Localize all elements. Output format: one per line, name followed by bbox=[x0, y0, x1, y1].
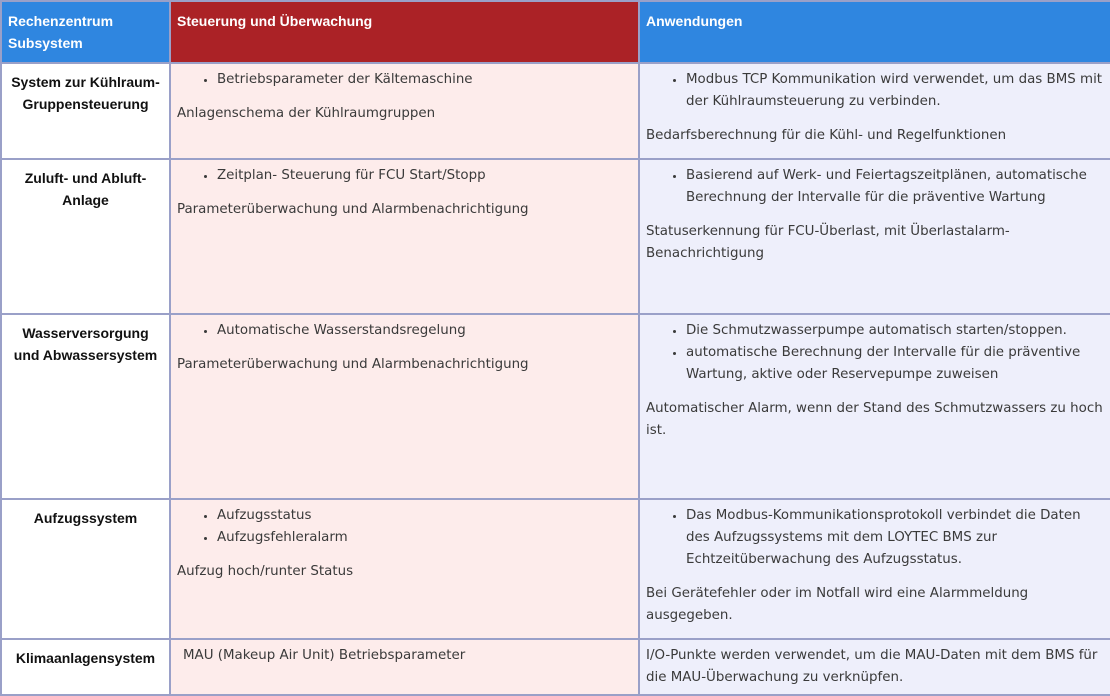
header-subsystem: Rechenzentrum Subsystem bbox=[1, 1, 170, 63]
table-row bbox=[1, 159, 1110, 314]
subsystem-name: Klimaanlagensystem bbox=[1, 639, 170, 695]
application-bullet: • Die Schmutzwasserpumpe automatisch starten/stoppen. bbox=[686, 320, 1104, 342]
application-text: I/O-Punkte werden verwendet, um die MAU-Daten mit dem BMS für die MAU-Überwachung zu verknüpfen. bbox=[646, 648, 1098, 685]
header-applications: Anwendungen bbox=[639, 1, 1110, 63]
control-text: Parameterüberwachung und Alarmbenachrichtigung bbox=[177, 357, 529, 372]
table-row bbox=[1, 499, 1110, 639]
control-text: MAU (Makeup Air Unit) Betriebsparameter bbox=[183, 648, 466, 663]
header-control: Steuerung und Überwachung bbox=[170, 1, 639, 63]
control-cell bbox=[170, 63, 639, 159]
application-text: Automatischer Alarm, wenn der Stand des Schmutzwassers zu hoch ist. bbox=[646, 401, 1103, 438]
control-cell bbox=[170, 314, 639, 499]
application-cell bbox=[639, 63, 1110, 159]
control-text: Anlagenschema der Kühlraumgruppen bbox=[177, 106, 436, 121]
control-cell bbox=[170, 499, 639, 639]
control-text: Aufzug hoch/runter Status bbox=[177, 564, 354, 579]
application-text: Statuserkennung für FCU-Überlast, mit Überlastalarm-Benachrichtigung bbox=[646, 224, 1010, 261]
header-row bbox=[1, 1, 1110, 63]
control-cell bbox=[170, 639, 639, 695]
control-bullet: • Zeitplan- Steuerung für FCU Start/Stopp bbox=[217, 165, 632, 187]
table-row bbox=[1, 63, 1110, 159]
control-text: Parameterüberwachung und Alarmbenachrichtigung bbox=[177, 202, 529, 217]
application-cell bbox=[639, 639, 1110, 695]
application-cell bbox=[639, 499, 1110, 639]
application-cell bbox=[639, 159, 1110, 314]
subsystem-name: Wasserversorgung und Abwassersystem bbox=[1, 314, 170, 499]
subsystem-name: Zuluft- und Abluft-Anlage bbox=[1, 159, 170, 314]
control-bullet: • Aufzugsstatus bbox=[217, 505, 632, 527]
subsystem-name: Aufzugssystem bbox=[1, 499, 170, 639]
application-cell bbox=[639, 314, 1110, 499]
application-bullet: • Basierend auf Werk- und Feiertagszeitplänen, automatische Berechnung der Intervalle für die präventive Wartung bbox=[686, 165, 1104, 209]
application-bullet: • automatische Berechnung der Intervalle für die präventive Wartung, aktive oder Reservepumpe zuweisen bbox=[686, 342, 1104, 386]
application-text: Bei Gerätefehler oder im Notfall wird eine Alarmmeldung ausgegeben. bbox=[646, 586, 1029, 623]
control-bullet: • Betriebsparameter der Kältemaschine bbox=[217, 69, 632, 91]
subsystem-name: System zur Kühlraum-Gruppensteuerung bbox=[1, 63, 170, 159]
table-row bbox=[1, 314, 1110, 499]
application-bullet: • Das Modbus-Kommunikationsprotokoll verbindet die Daten des Aufzugssystems mit dem LOYTEC BMS zur Echtzeitüberwachung des Aufzugsstatus. bbox=[686, 505, 1104, 571]
table-row bbox=[1, 639, 1110, 695]
application-bullet: • Modbus TCP Kommunikation wird verwendet, um das BMS mit der Kühlraumsteuerung zu verbinden. bbox=[686, 69, 1104, 113]
control-bullet: • Automatische Wasserstandsregelung bbox=[217, 320, 632, 342]
control-cell bbox=[170, 159, 639, 314]
control-bullet: • Aufzugsfehleralarm bbox=[217, 527, 632, 549]
application-text: Bedarfsberechnung für die Kühl- und Regelfunktionen bbox=[646, 128, 1007, 143]
